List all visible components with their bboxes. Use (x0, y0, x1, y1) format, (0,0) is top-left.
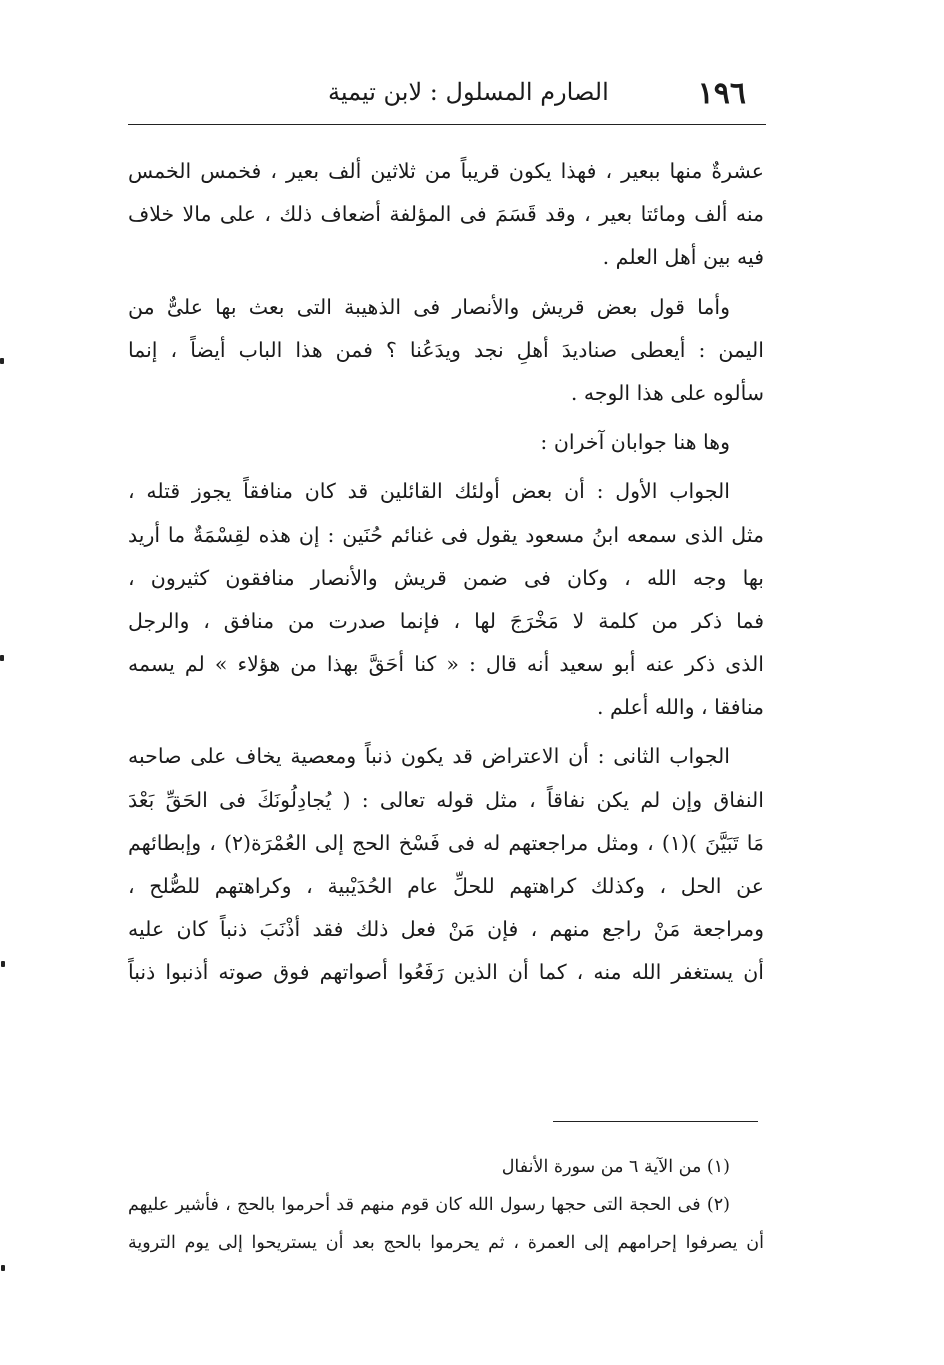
text-line: منه ألف ومائتا بعير ، وقد قَسَمَ فى المؤلفة أضعاف ذلك ، على مالا خلاف (128, 202, 764, 227)
text-line: سألوه على هذا الوجه . (570, 380, 764, 405)
text-line: اليمن : أيعطى صناديدَ أهلِ نجد ويدَعُنا ؟ فمن هذا الباب أيضاً ، إنما (128, 337, 764, 362)
scan-margin-mark (1, 1265, 5, 1271)
text-line: بها وجه الله ، وكان فى ضمن قريش والأنصار منافقون كثيرون ، (128, 565, 764, 590)
text-line: الذى ذكر عنه أبو سعيد أنه قال : « كنا أحَقَّ بهذا من هؤلاء » لم يسمه (128, 652, 764, 677)
scan-margin-mark (0, 655, 4, 661)
page-number: ١٩٦ (697, 76, 746, 111)
footnote-2: (٢) فى الحجة التى حجها رسول الله كان قوم منهم قد أحرموا بالحج ، فأشير عليهم (128, 1195, 730, 1215)
section-intro-line: وها هنا جوابان آخران : (540, 430, 730, 455)
text-line: مثل الذى سمعه ابنُ مسعود يقول فى غنائم حُنَين : إن هذه لقِسْمَةٌ ما أريد (128, 522, 764, 547)
footnote-rule (553, 1121, 758, 1122)
footnote-1: (١) من الآية ٦ من سورة الأنفال (501, 1157, 730, 1177)
text-line: أن يستغفر الله منه ، كما أن الذين رَفَعُوا أصواتهم فوق صوته أذنبوا ذنباً (128, 960, 764, 985)
paragraph-start-line: الجواب الأول : أن بعض أولئك القائلين قد كان منافقاً يجوز قتله ، (128, 479, 730, 504)
paragraph-start-line: الجواب الثانى : أن الاعتراض قد يكون ذنباً ومعصية يخاف على صاحبه (128, 744, 730, 769)
footnotes (128, 1148, 764, 1262)
footnote-2-continued: أن يصرفوا إحرامهم إلى العمرة ، ثم يحرموا بالحج بعد أن يستريحوا إلى يوم التروية (128, 1233, 764, 1253)
page-header (128, 72, 766, 116)
text-line: عشرةٌ منها ببعير ، فهذا يكون قريباً من ثلاثين ألف بعير ، فخمس الخمس (128, 159, 764, 183)
paragraph-start-line: وأما قول بعض قريش والأنصار فى الذهيبة التى بعث بها علىٌّ من (128, 294, 730, 319)
text-line: عن الحل ، وكذلك كراهتهم للحلِّ عام الحُدَيْبية ، وكراهتهم للصُّلح ، (128, 874, 764, 898)
text-line: فيه بين أهل العلم . (602, 245, 764, 270)
text-line: فما ذكر من كلمة لا مَخْرَجَ لها ، فإنما صدرت من منافق ، والرجل (128, 608, 764, 633)
scan-margin-mark (0, 358, 4, 364)
text-line: مَا تَبَيَّنَ )(١) ، ومثل مراجعتهم له فى فَسْخ الحج إلى العُمْرَة(٢) ، وإبطائهم (128, 830, 764, 855)
main-text (128, 150, 764, 995)
header-rule (128, 124, 766, 125)
text-line: ومراجعة مَنْ راجع منهم ، فإن مَنْ فعل ذلك فقد أذْنَبَ ذنباً كان عليه (128, 917, 764, 942)
scan-margin-mark (1, 961, 5, 967)
running-title: الصارم المسلول : لابن تيمية (328, 78, 609, 106)
text-line: منافقا ، والله أعلم . (596, 695, 764, 720)
text-line: النفاق وإن لم يكن نفاقاً ، مثل قوله تعالى : ( يُجادِلُونَكَ فى الحَقِّ بَعْدَ (128, 787, 764, 812)
